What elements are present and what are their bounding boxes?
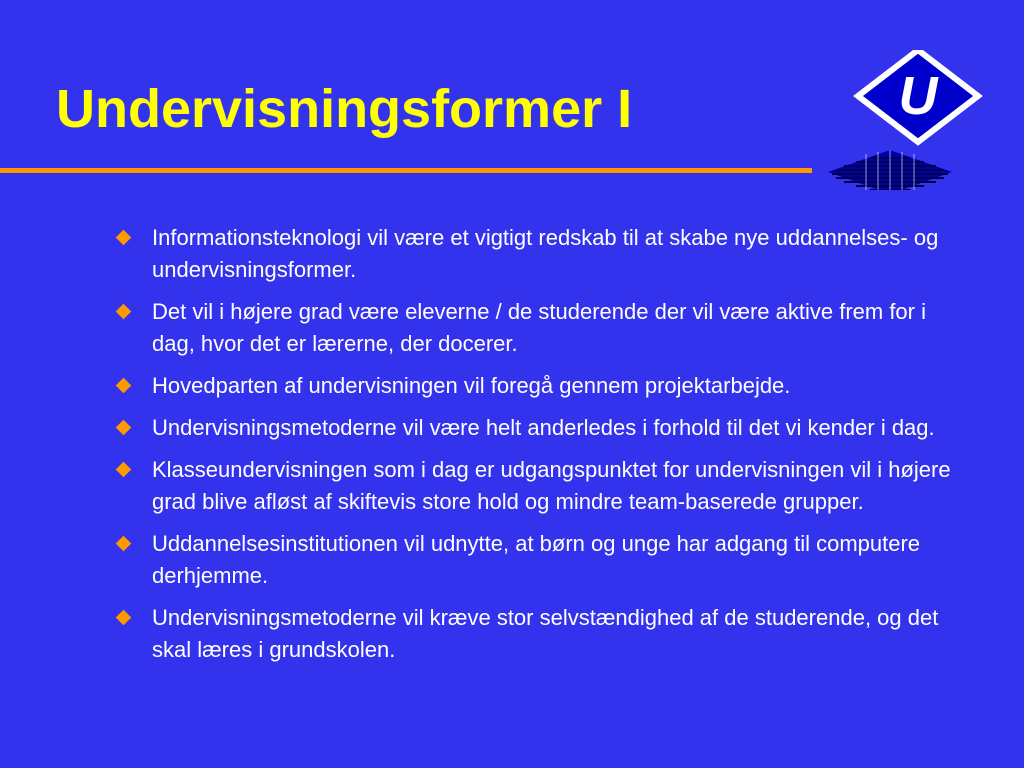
diamond-bullet-icon bbox=[116, 230, 132, 246]
list-item bbox=[112, 222, 972, 286]
slide-title: Undervisningsformer I bbox=[56, 79, 633, 139]
list-item bbox=[112, 296, 972, 360]
list-item bbox=[112, 602, 972, 666]
diamond-bullet-icon bbox=[116, 462, 132, 478]
bullet-text: Det vil i højere grad være eleverne / de studerende der vil være aktive frem for i dag, hvor det er lærerne, der docerer. bbox=[152, 299, 926, 356]
list-item bbox=[112, 412, 972, 444]
university-diamond-logo-icon bbox=[826, 50, 986, 190]
bullet-text: Informationsteknologi vil være et vigtigt redskab til at skabe nye uddannelses- og undervisningsformer. bbox=[152, 225, 939, 282]
logo-striped-base bbox=[828, 150, 952, 190]
diamond-bullet-icon bbox=[116, 536, 132, 552]
bullet-text: Undervisningsmetoderne vil kræve stor selvstændighed af de studerende, og det skal læres i grundskolen. bbox=[152, 605, 939, 662]
diamond-bullet-icon bbox=[116, 610, 132, 626]
list-item bbox=[112, 528, 972, 592]
list-item bbox=[112, 454, 972, 518]
bullet-text: Uddannelsesinstitutionen vil udnytte, at børn og unge har adgang til computere derhjemme. bbox=[152, 531, 921, 588]
list-item bbox=[112, 370, 972, 402]
bullet-list bbox=[112, 222, 972, 676]
bullet-text: Klasseundervisningen som i dag er udgangspunktet for undervisningen vil i højere grad blive afløst af skiftevis store hold og mindre team-baserede grupper. bbox=[152, 457, 951, 514]
logo-letter: U bbox=[898, 66, 938, 126]
diamond-bullet-icon bbox=[116, 304, 132, 320]
diamond-bullet-icon bbox=[116, 378, 132, 394]
bullet-text: Undervisningsmetoderne vil være helt anderledes i forhold til det vi kender i dag. bbox=[152, 415, 935, 440]
bullet-text: Hovedparten af undervisningen vil foregå gennem projektarbejde. bbox=[152, 373, 791, 398]
diamond-bullet-icon bbox=[116, 420, 132, 436]
title-divider bbox=[0, 168, 812, 173]
